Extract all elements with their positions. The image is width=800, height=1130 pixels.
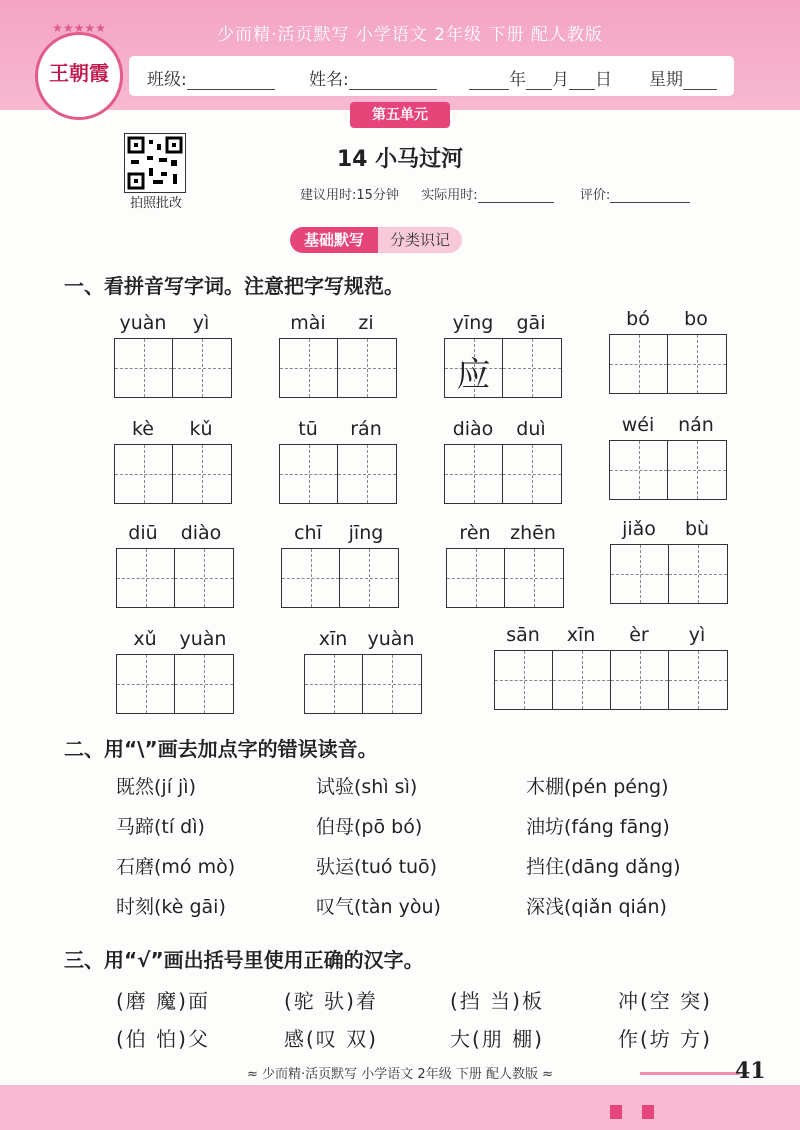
pinyin-syllable: duì — [516, 418, 546, 440]
qr-label: 拍照批改 — [129, 196, 182, 211]
writing-grid[interactable] — [304, 654, 422, 714]
logo-text: 王朝霞 — [49, 61, 109, 85]
day-label: 日 — [595, 70, 612, 90]
reading-item[interactable]: 石磨(mó mò) — [116, 856, 236, 878]
section3-title: 三、用“√”画出括号里使用正确的汉字。 — [64, 948, 424, 972]
pinyin-syllable: wéi — [621, 414, 655, 436]
decor-square — [642, 1105, 654, 1119]
pinyin-syllable: yuàn — [119, 312, 167, 334]
tag-sub: 分类识记 — [378, 227, 462, 253]
reading-item[interactable]: 挡住(dāng dǎng) — [526, 856, 681, 878]
series-title: 少而精·活页默写 小学语文 2年级 下册 配人教版 — [217, 25, 603, 45]
pinyin-syllable: jīng — [348, 522, 384, 544]
choice-item[interactable]: (挡 当)板 — [450, 989, 544, 1013]
pinyin-syllable: tū — [298, 418, 318, 440]
pinyin-syllable: nán — [678, 414, 714, 436]
reading-item[interactable]: 木棚(pén péng) — [526, 776, 669, 798]
reading-item[interactable]: 时刻(kè gāi) — [116, 896, 226, 918]
lesson-title: 14 小马过河 — [336, 147, 464, 172]
pinyin-syllable: kǔ — [189, 418, 213, 440]
section2-title: 二、用“\”画去加点字的错误读音。 — [64, 737, 378, 761]
reading-item[interactable]: 深浅(qiǎn qián) — [526, 896, 667, 918]
writing-grid[interactable] — [116, 548, 234, 608]
brand-logo — [35, 21, 123, 120]
prefilled-character: 应 — [456, 355, 491, 395]
reading-item[interactable]: 马蹄(tí dì) — [116, 816, 205, 838]
writing-grid[interactable] — [279, 338, 397, 398]
pinyin-syllable: bo — [684, 308, 708, 330]
pinyin-syllable: diū — [128, 522, 158, 544]
tag-main: 基础默写 — [290, 227, 378, 253]
writing-grid[interactable] — [609, 334, 727, 394]
writing-grid[interactable] — [444, 444, 562, 504]
writing-grid[interactable] — [444, 338, 562, 398]
unit-tab: 第五单元 — [350, 102, 450, 128]
pinyin-syllable: gāi — [516, 312, 546, 334]
reading-item[interactable]: 叹气(tàn yòu) — [316, 896, 441, 918]
writing-grid[interactable] — [446, 548, 564, 608]
reading-item[interactable]: 驮运(tuó tuō) — [316, 856, 438, 878]
actual-time-label: 实际用时: — [421, 188, 478, 203]
pinyin-syllable: bù — [684, 518, 710, 540]
choice-item[interactable]: (伯 怕)父 — [116, 1027, 210, 1051]
pinyin-syllable: xǔ — [133, 628, 157, 650]
pinyin-syllable: yuàn — [179, 628, 227, 650]
choice-item[interactable]: 作(坊 方) — [618, 1027, 712, 1051]
pinyin-syllable: bó — [626, 308, 650, 330]
pinyin-syllable: zhēn — [510, 522, 556, 544]
pinyin-syllable: zi — [358, 312, 374, 334]
weekday-label: 星期 — [649, 70, 683, 90]
pinyin-syllable: xīn — [566, 624, 596, 646]
class-label: 班级: — [147, 70, 187, 90]
pinyin-syllable: chī — [294, 522, 322, 544]
reading-item[interactable]: 伯母(pō bó) — [316, 816, 423, 838]
pinyin-syllable: kè — [131, 418, 154, 440]
weekday-field[interactable] — [649, 65, 717, 90]
year-label: 年 — [509, 70, 526, 90]
footer-text: ≈ 少而精·活页默写 小学语文 2年级 下册 配人教版 ≈ — [247, 1067, 553, 1082]
qr-code-icon[interactable] — [124, 133, 186, 193]
pinyin-syllable: jiǎo — [622, 518, 656, 540]
lesson-meta — [300, 184, 690, 203]
choice-item[interactable]: 感(叹 双) — [284, 1027, 378, 1051]
category-tag — [290, 227, 462, 253]
pinyin-syllable: diào — [180, 522, 222, 544]
choice-item[interactable]: (驼 驮)着 — [284, 989, 378, 1013]
writing-grid[interactable] — [610, 544, 728, 604]
choice-item[interactable]: 冲(空 突) — [618, 989, 712, 1013]
footer-band — [0, 1085, 800, 1130]
pinyin-syllable: rán — [350, 418, 382, 440]
reading-item[interactable]: 既然(jí jì) — [116, 776, 196, 798]
evaluation-label: 评价: — [579, 188, 611, 203]
name-label: 姓名: — [309, 70, 349, 90]
pinyin-syllable: yì — [192, 312, 210, 334]
name-field[interactable] — [309, 65, 437, 90]
pinyin-syllable: èr — [629, 624, 649, 646]
writing-grid[interactable] — [609, 440, 727, 500]
writing-grid[interactable] — [494, 650, 728, 710]
reading-item[interactable]: 试验(shì sì) — [316, 776, 418, 798]
pinyin-syllable: yì — [688, 624, 706, 646]
logo-stars: ★★★★★ — [52, 21, 106, 35]
student-info-box — [128, 55, 735, 97]
pinyin-syllable: mài — [290, 312, 326, 334]
decor-square — [610, 1105, 622, 1119]
pinyin-syllable: rèn — [459, 522, 491, 544]
section1-title: 一、看拼音写字词。注意把字写规范。 — [64, 274, 404, 298]
pinyin-syllable: xīn — [318, 628, 348, 650]
writing-grid[interactable] — [279, 444, 397, 504]
writing-grid[interactable] — [281, 548, 399, 608]
pinyin-syllable: yuàn — [367, 628, 415, 650]
date-field[interactable] — [469, 65, 612, 90]
pinyin-syllable: yīng — [452, 312, 494, 334]
suggested-time: 建议用时:15分钟 — [300, 188, 399, 203]
reading-item[interactable]: 油坊(fáng fāng) — [526, 816, 670, 838]
pinyin-syllable: sān — [506, 624, 540, 646]
writing-grid[interactable] — [114, 444, 232, 504]
page-number: 41 — [735, 1058, 766, 1084]
choice-item[interactable]: (磨 魔)面 — [116, 989, 210, 1013]
writing-grid[interactable] — [114, 338, 232, 398]
class-field[interactable] — [147, 65, 275, 90]
pinyin-syllable: diào — [452, 418, 494, 440]
actual-time-blank[interactable] — [478, 188, 554, 203]
writing-grid[interactable] — [116, 654, 234, 714]
evaluation-blank[interactable] — [610, 188, 690, 203]
month-label: 月 — [552, 70, 569, 90]
choice-item[interactable]: 大(朋 棚) — [450, 1027, 544, 1051]
